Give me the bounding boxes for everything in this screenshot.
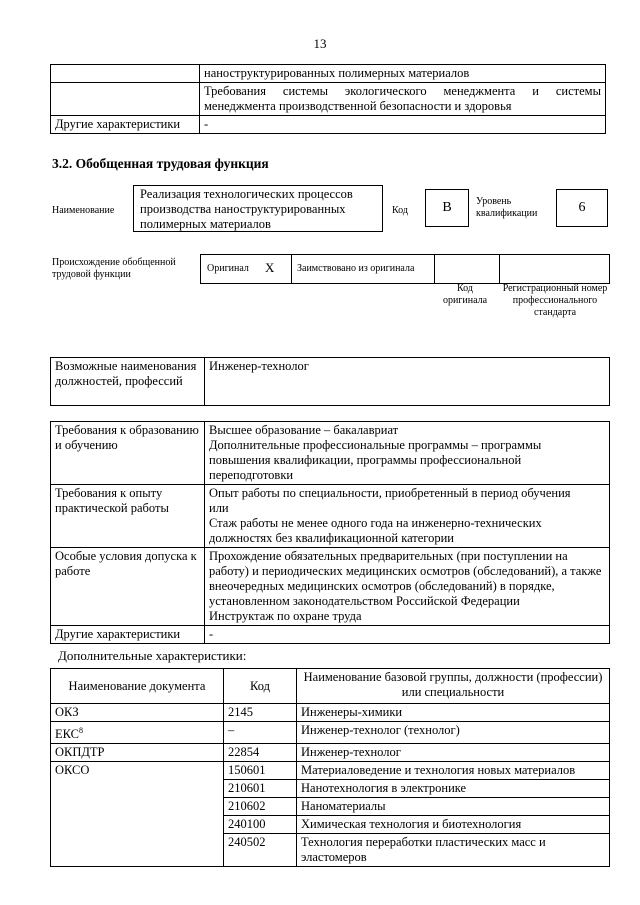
table-cell <box>51 83 200 116</box>
requirement-label: Другие характеристики <box>51 626 205 644</box>
code-box: B <box>425 189 469 227</box>
requirement-line: Высшее образование – бакалавриат <box>209 423 399 437</box>
table-row <box>51 83 606 116</box>
additional-title: Дополнительные характеристики: <box>58 648 247 663</box>
table-row <box>51 485 610 548</box>
requirement-line: Дополнительные профессиональные программы – программы повышения квалификации, программы профессиональной переподготовки <box>209 438 542 482</box>
name-cell: Нанотехнология в электронике <box>297 780 610 798</box>
continuation-table <box>50 64 606 134</box>
table-row <box>51 626 610 644</box>
section-heading: 3.2. Обобщенная трудовая функция <box>52 156 269 171</box>
table-cell <box>51 65 200 83</box>
requirement-line: или <box>209 501 229 515</box>
name-cell: Материаловедение и технология новых материалов <box>297 762 610 780</box>
code-cell: 2145 <box>224 704 297 722</box>
borrowed-label: Заимствовано из оригинала <box>297 263 415 274</box>
table-row <box>51 704 610 722</box>
footnote-ref: 8 <box>79 726 83 735</box>
name-cell: Технология переработки пластических масс и эластомеров <box>297 834 610 867</box>
page-number: 13 <box>313 36 327 51</box>
requirements-table <box>50 421 610 644</box>
requirement-line: Опыт работы по специальности, приобретенный в период обучения <box>209 486 571 500</box>
doc-cell <box>51 722 224 744</box>
requirement-value <box>205 422 610 485</box>
table-row <box>51 722 610 744</box>
original-label: Оригинал <box>207 263 249 274</box>
doc-cell: ОКСО <box>51 762 224 867</box>
code-label: Код <box>392 205 408 216</box>
table-row <box>51 548 610 626</box>
additional-table <box>50 668 610 867</box>
code-cell: 240100 <box>224 816 297 834</box>
header-code: Код <box>224 669 297 704</box>
code-cell: 150601 <box>224 762 297 780</box>
doc-cell: ОКПДТР <box>51 744 224 762</box>
reg-caption: Регистрационный номер профессионального стандарта <box>502 283 608 318</box>
code-cell: 210602 <box>224 798 297 816</box>
code-cell: – <box>224 722 297 744</box>
positions-table <box>50 357 610 406</box>
table-cell: - <box>200 116 606 134</box>
requirement-line: Инструктаж по охране труда <box>209 609 362 623</box>
code-cell: 22854 <box>224 744 297 762</box>
table-row <box>51 116 606 134</box>
table-header-row <box>51 669 610 704</box>
level-label: Уровень квалификации <box>476 196 538 219</box>
code-cell: 240502 <box>224 834 297 867</box>
name-cell: Химическая технология и биотехнология <box>297 816 610 834</box>
table-row <box>51 358 610 406</box>
name-cell: Инженеры-химики <box>297 704 610 722</box>
requirement-value: - <box>205 626 610 644</box>
divider <box>291 255 292 283</box>
name-cell: Инженер-технолог <box>297 744 610 762</box>
doc-cell: ОКЗ <box>51 704 224 722</box>
divider <box>434 255 435 283</box>
requirement-label: Требования к опыту практической работы <box>51 485 205 548</box>
table-cell: Другие характеристики <box>51 116 200 134</box>
origin-box <box>200 254 610 284</box>
name-cell: Наноматериалы <box>297 798 610 816</box>
origin-label: Происхождение обобщенной трудовой функции <box>52 257 176 280</box>
table-row <box>51 762 610 780</box>
code-cell: 210601 <box>224 780 297 798</box>
positions-value: Инженер-технолог <box>205 358 610 406</box>
positions-label: Возможные наименования должностей, профессий <box>51 358 205 406</box>
table-cell: Требования системы экологического менеджмента и системы менеджмента производственной безопасности и здоровья <box>200 83 606 116</box>
header-doc: Наименование документа <box>51 669 224 704</box>
table-row <box>51 744 610 762</box>
requirement-value <box>205 485 610 548</box>
table-row <box>51 422 610 485</box>
level-box: 6 <box>556 189 608 227</box>
requirement-line: Стаж работы не менее одного года на инженерно-технических должностях без квалификационной категории <box>209 516 542 545</box>
requirement-label: Требования к образованию и обучению <box>51 422 205 485</box>
name-label: Наименование <box>52 205 115 216</box>
table-row <box>51 65 606 83</box>
header-name: Наименование базовой группы, должности (профессии) или специальности <box>297 669 610 704</box>
requirement-value <box>205 548 610 626</box>
code-caption: Код оригинала <box>442 283 488 306</box>
divider <box>499 255 500 283</box>
function-name-box: Реализация технологических процессов производства наноструктурированных полимерных материалов <box>133 185 383 232</box>
table-cell: наноструктурированных полимерных материалов <box>200 65 606 83</box>
name-cell: Инженер-технолог (технолог) <box>297 722 610 744</box>
requirement-label: Особые условия допуска к работе <box>51 548 205 626</box>
doc-text: ЕКС <box>55 727 79 742</box>
original-mark: X <box>265 260 275 275</box>
requirement-line: Прохождение обязательных предварительных (при поступлении на работу) и периодических медицинских осмотров (обследований), а также внеочередных медицинских осмотров (обследований) в порядке, установленном законодательством Российской Федерации <box>209 549 602 608</box>
